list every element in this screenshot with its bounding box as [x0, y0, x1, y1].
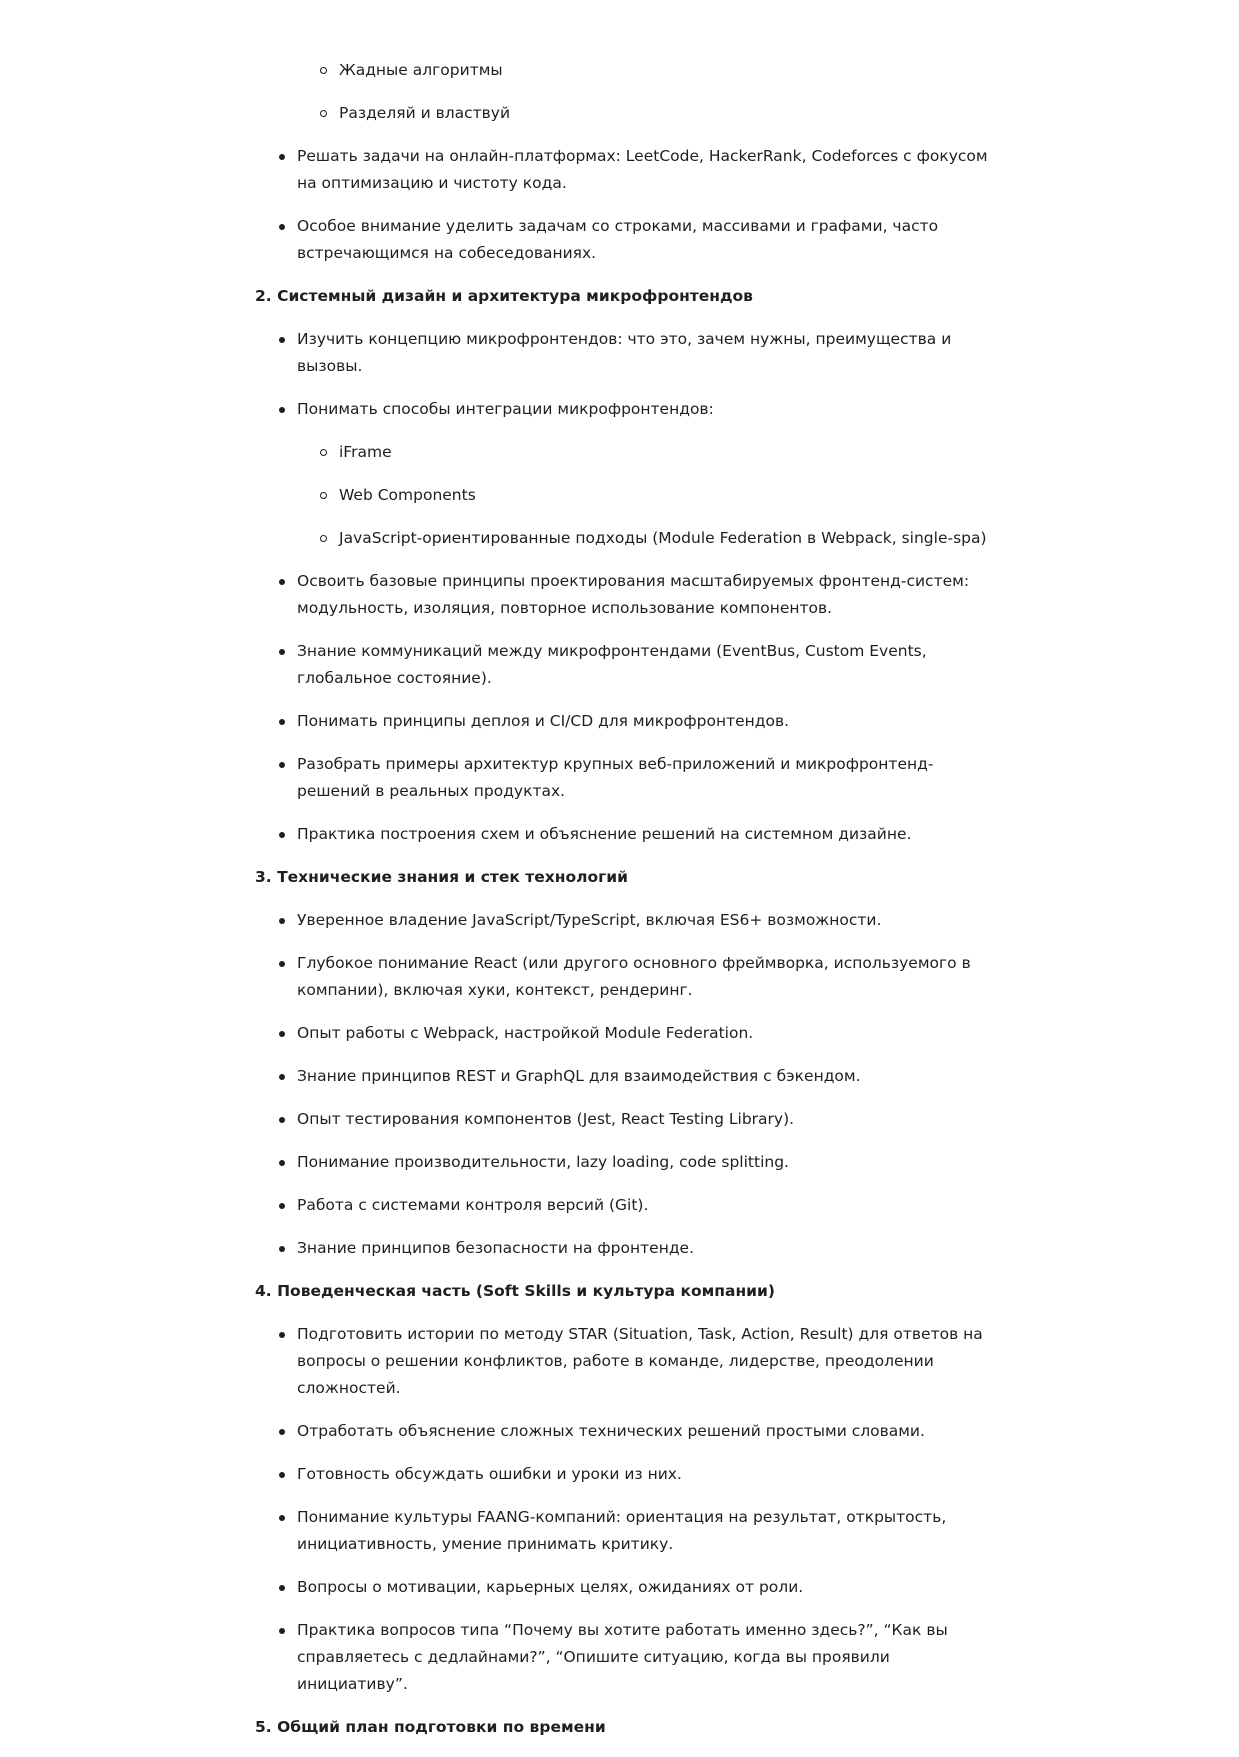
section3-list — [255, 907, 995, 1262]
list-item: Опыт тестирования компонентов (Jest, React Testing Library). — [255, 1106, 995, 1133]
section1-list — [255, 57, 995, 267]
list-item: Подготовить истории по методу STAR (Situation, Task, Action, Result) для ответов на вопросы о решении конфликтов, работе в команде, лидерстве, преодолении сложностей. — [255, 1321, 995, 1402]
list-subitem: Web Components — [255, 482, 995, 509]
list-item: Глубокое понимание React (или другого основного фреймворка, используемого в компании), включая хуки, контекст, рендеринг. — [255, 950, 995, 1004]
section4-list — [255, 1321, 995, 1698]
list-item-text: Понимать способы интеграции микрофронтендов: — [297, 400, 714, 418]
nested-list — [255, 439, 995, 552]
list-item: Практика построения схем и объяснение решений на системном дизайне. — [255, 821, 995, 848]
list-subitem: JavaScript-ориентированные подходы (Module Federation в Webpack, single-spa) — [255, 525, 995, 552]
section-heading: 5. Общий план подготовки по времени — [255, 1718, 606, 1736]
list-subitem: iFrame — [255, 439, 995, 466]
list-item: Решать задачи на онлайн-платформах: LeetCode, HackerRank, Codeforces с фокусом на оптимизацию и чистоту кода. — [255, 143, 995, 197]
list-subitem: Жадные алгоритмы — [255, 57, 995, 84]
list-item — [255, 396, 995, 552]
list-item: Освоить базовые принципы проектирования масштабируемых фронтенд-систем: модульность, изоляция, повторное использование компонентов. — [255, 568, 995, 622]
section-heading: 2. Системный дизайн и архитектура микрофронтендов — [255, 287, 753, 305]
section-heading: 4. Поведенческая часть (Soft Skills и культура компании) — [255, 1282, 775, 1300]
list-item: Готовность обсуждать ошибки и уроки из них. — [255, 1461, 995, 1488]
section2-list — [255, 326, 995, 848]
list-item: Понимание производительности, lazy loading, code splitting. — [255, 1149, 995, 1176]
list-subitem: Разделяй и властвуй — [255, 100, 995, 127]
list-item: Вопросы о мотивации, карьерных целях, ожиданиях от роли. — [255, 1574, 995, 1601]
list-item: Особое внимание уделить задачам со строками, массивами и графами, часто встречающимся на собеседованиях. — [255, 213, 995, 267]
list-item: Изучить концепцию микрофронтендов: что это, зачем нужны, преимущества и вызовы. — [255, 326, 995, 380]
list-item: Работа с системами контроля версий (Git). — [255, 1192, 995, 1219]
list-item: Понимание культуры FAANG-компаний: ориентация на результат, открытость, инициативность, умение принимать критику. — [255, 1504, 995, 1558]
list-item: Разобрать примеры архитектур крупных веб-приложений и микрофронтенд-решений в реальных продуктах. — [255, 751, 995, 805]
list-item: Знание принципов REST и GraphQL для взаимодействия с бэкендом. — [255, 1063, 995, 1090]
list-item: Опыт работы с Webpack, настройкой Module Federation. — [255, 1020, 995, 1047]
section-heading: 3. Технические знания и стек технологий — [255, 868, 628, 886]
list-item: Уверенное владение JavaScript/TypeScript, включая ES6+ возможности. — [255, 907, 995, 934]
list-item: Знание принципов безопасности на фронтенде. — [255, 1235, 995, 1262]
list-item: Понимать принципы деплоя и CI/CD для микрофронтендов. — [255, 708, 995, 735]
list-item: Практика вопросов типа “Почему вы хотите работать именно здесь?”, “Как вы справляетесь с дедлайнами?”, “Опишите ситуацию, когда вы проявили инициативу”. — [255, 1617, 995, 1698]
document — [255, 57, 995, 1757]
list-item: Отработать объяснение сложных технических решений простыми словами. — [255, 1418, 995, 1445]
list-item: Знание коммуникаций между микрофронтендами (EventBus, Custom Events, глобальное состояние). — [255, 638, 995, 692]
